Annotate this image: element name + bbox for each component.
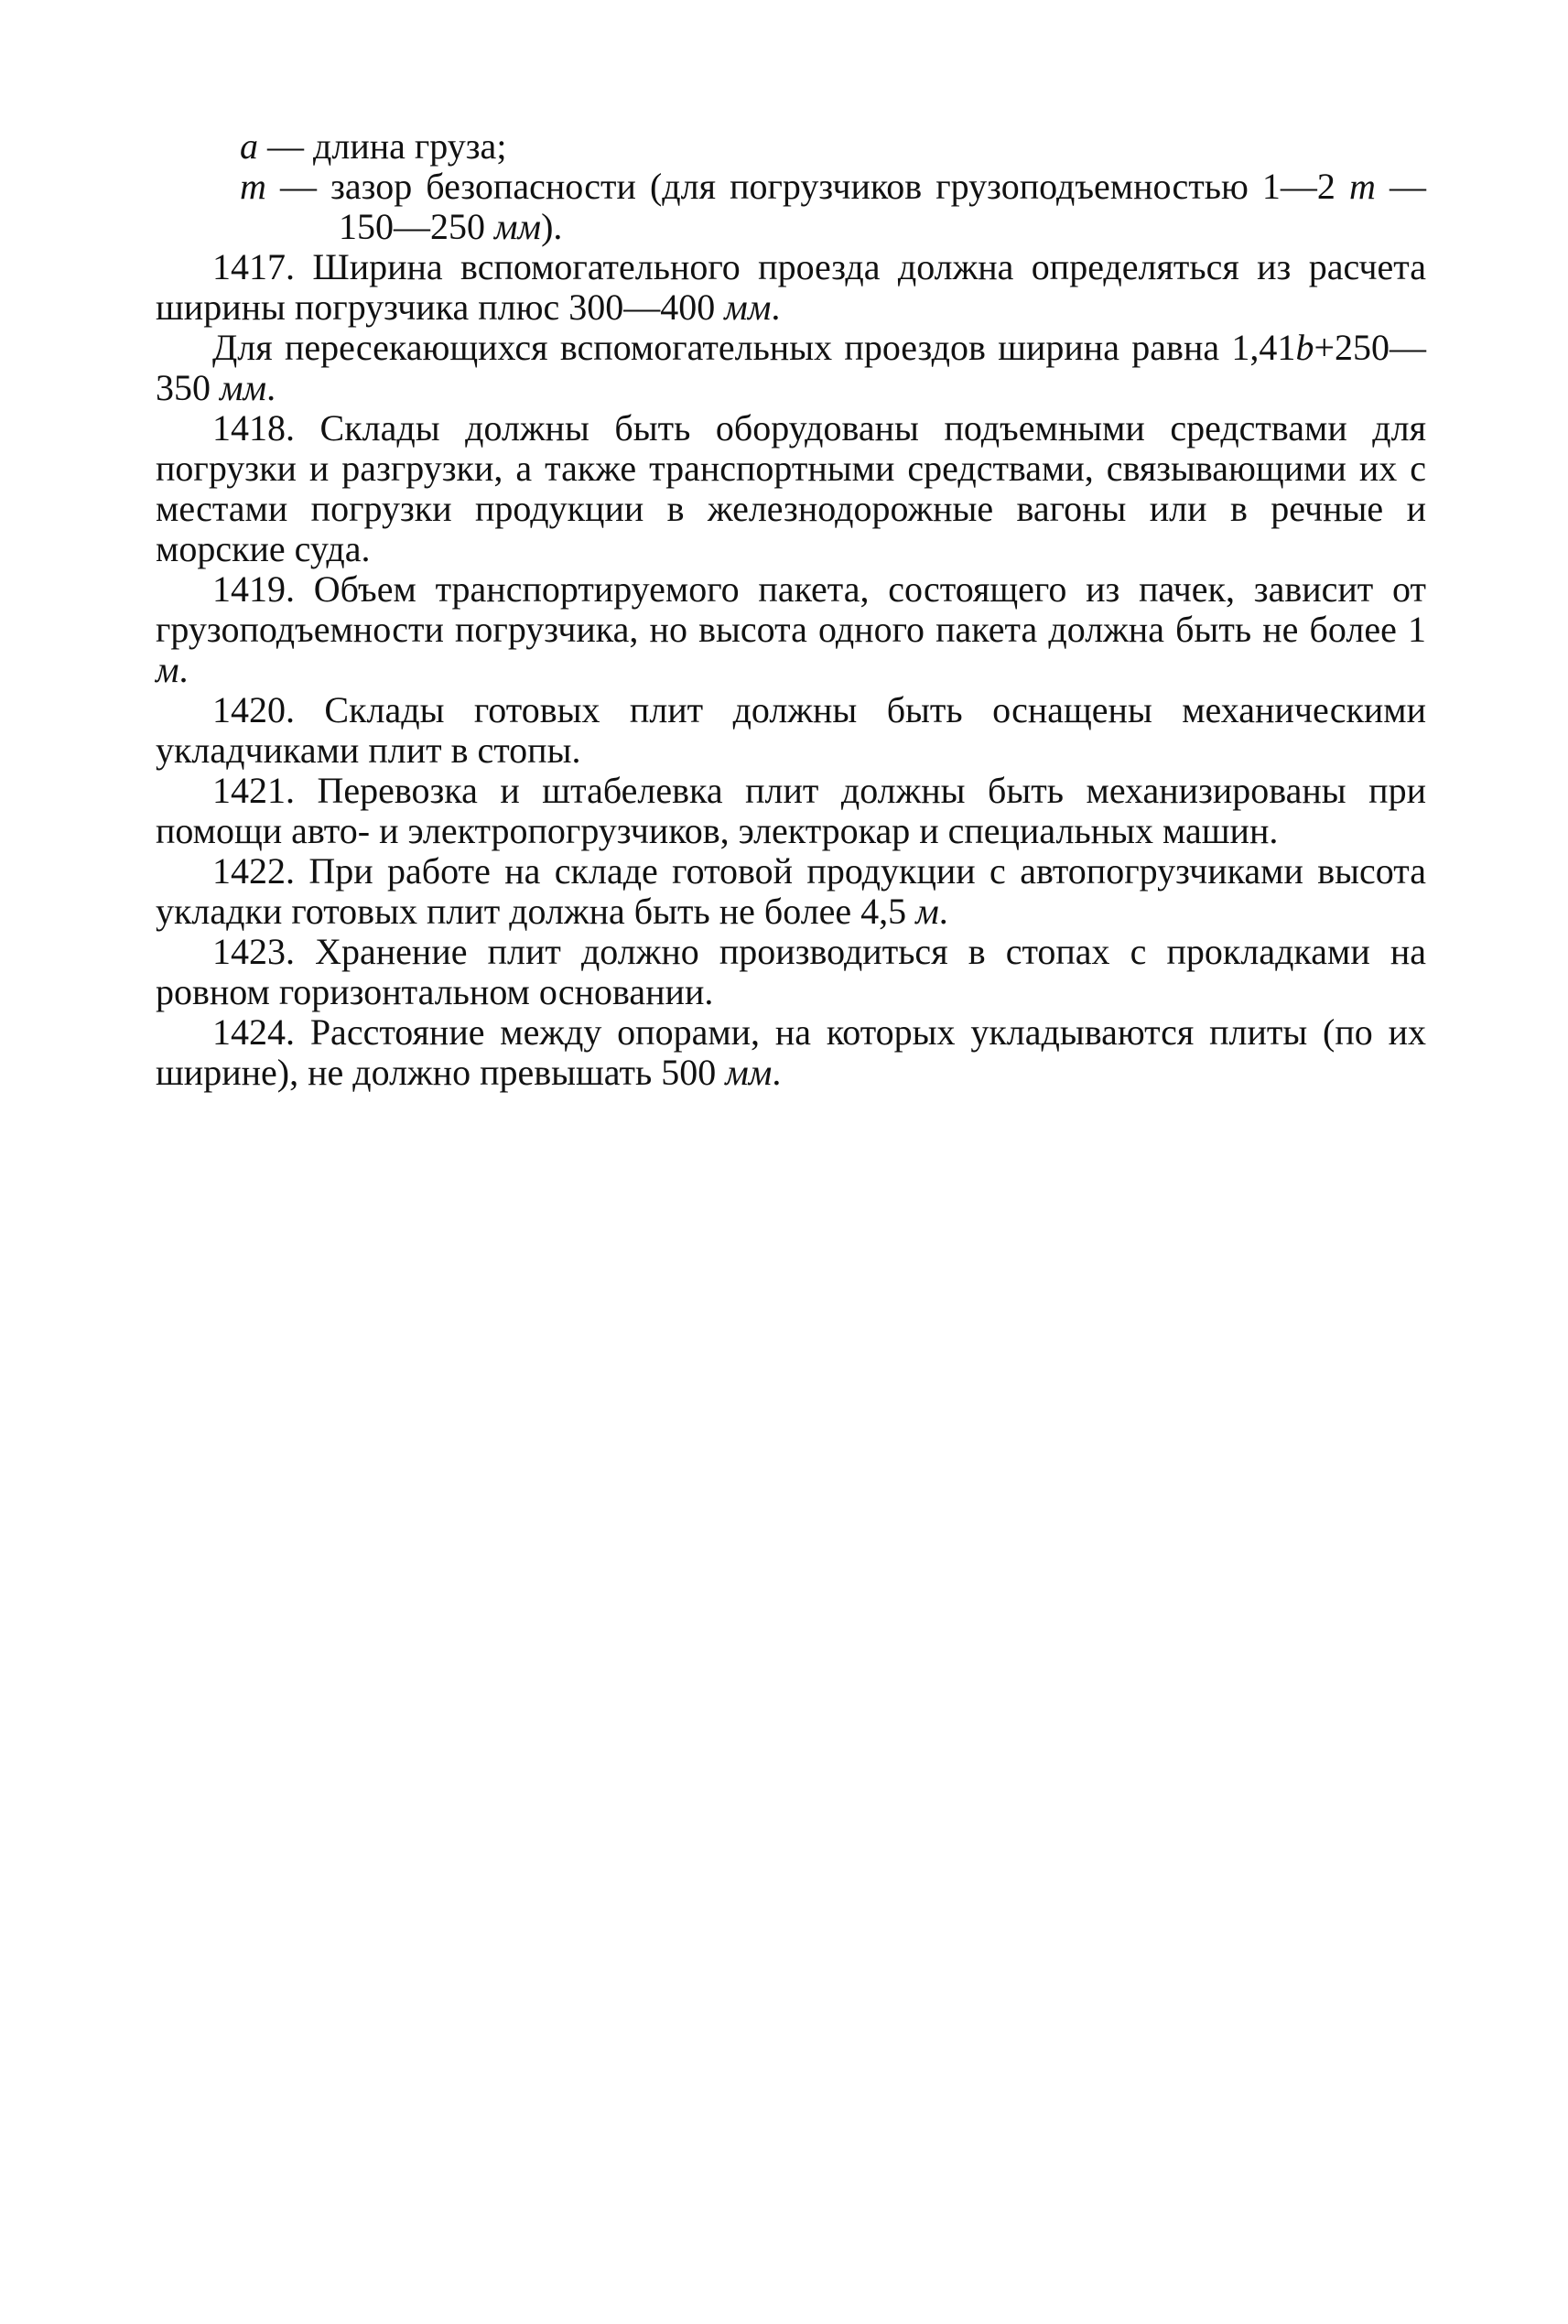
paragraph-text: Для пересекающихся вспомогательных проездов ширина равна 1,41 (212, 327, 1296, 368)
paragraph-number: 1419. (212, 568, 295, 610)
paragraph-number: 1423. (212, 931, 295, 972)
paragraph-1424 (156, 1012, 1426, 1093)
paragraph-number: 1418. (212, 407, 295, 449)
paragraph-tail: . (938, 891, 948, 932)
paragraph-tail: . (771, 286, 781, 328)
variable-b: b (1295, 327, 1314, 368)
legend-symbol: m (240, 166, 266, 207)
paragraph-text: Перевозка и штабелевка плит должны быть механизированы при помощи авто- и электропогрузчиков, электрокар и специальных машин. (156, 770, 1426, 851)
paragraph-text-2: +250—350 (156, 327, 1426, 408)
paragraph-text: Хранение плит должно производиться в стопах с прокладками на ровном горизонтальном основании. (156, 931, 1426, 1012)
paragraph-text: Ширина вспомогательного проезда должна определяться из расчета ширины погрузчика плюс 300—400 (156, 246, 1426, 328)
unit: мм (220, 367, 267, 408)
legend-text: зазор безопасности (для погрузчиков грузоподъемностью 1—2 (330, 166, 1350, 207)
paragraph-text: Расстояние между опорами, на которых укладываются плиты (по их ширине), не должно превышать 500 (156, 1011, 1426, 1093)
paragraph-text: Склады должны быть оборудованы подъемными средствами для погрузки и разгрузки, а также транспортными средствами, связывающими их с местами погрузки продукции в железнодорожные вагоны или в речные и морские суда. (156, 407, 1426, 569)
paragraph-number: 1420. (212, 689, 295, 730)
paragraph-text: Объем транспортируемого пакета, состоящего из пачек, зависит от грузоподъемности погрузчика, но высота одного пакета должна быть не более 1 (156, 568, 1426, 650)
paragraph-number: 1421. (212, 770, 295, 811)
paragraph-number: 1417. (212, 246, 295, 287)
legend-dash: — (258, 125, 313, 167)
unit: м (915, 891, 939, 932)
unit-t: т (1349, 166, 1376, 207)
paragraph-1418 (156, 408, 1426, 569)
text-block (156, 126, 1426, 1093)
paragraph-1420 (156, 690, 1426, 771)
paragraph-1417 (156, 247, 1426, 328)
legend-line-m (156, 167, 1426, 247)
unit: мм (724, 286, 772, 328)
paragraph-number: 1424. (212, 1011, 295, 1053)
legend-text: длина груза; (313, 125, 507, 167)
unit-mm: мм (494, 206, 542, 247)
legend-tail: ). (541, 206, 563, 247)
unit: мм (725, 1052, 773, 1093)
legend-text-after: — 150—250 (339, 166, 1427, 247)
paragraph-1421 (156, 771, 1426, 851)
paragraph-1423 (156, 932, 1426, 1012)
paragraph-1422 (156, 851, 1426, 932)
legend-symbol: a (240, 125, 258, 167)
legend-line-a (156, 126, 1426, 167)
paragraph-1419 (156, 569, 1426, 690)
paragraph-text: Склады готовых плит должны быть оснащены механическими укладчиками плит в стопы. (156, 689, 1426, 771)
paragraph-1417-cont (156, 328, 1426, 408)
paragraph-text: При работе на складе готовой продукции с автопогрузчиками высота укладки готовых плит должна быть не более 4,5 (156, 850, 1426, 932)
paragraph-tail: . (178, 649, 189, 690)
legend-dash: — (265, 166, 331, 207)
paragraph-tail: . (266, 367, 276, 408)
unit: м (156, 649, 179, 690)
paragraph-tail: . (772, 1052, 782, 1093)
paragraph-number: 1422. (212, 850, 295, 892)
